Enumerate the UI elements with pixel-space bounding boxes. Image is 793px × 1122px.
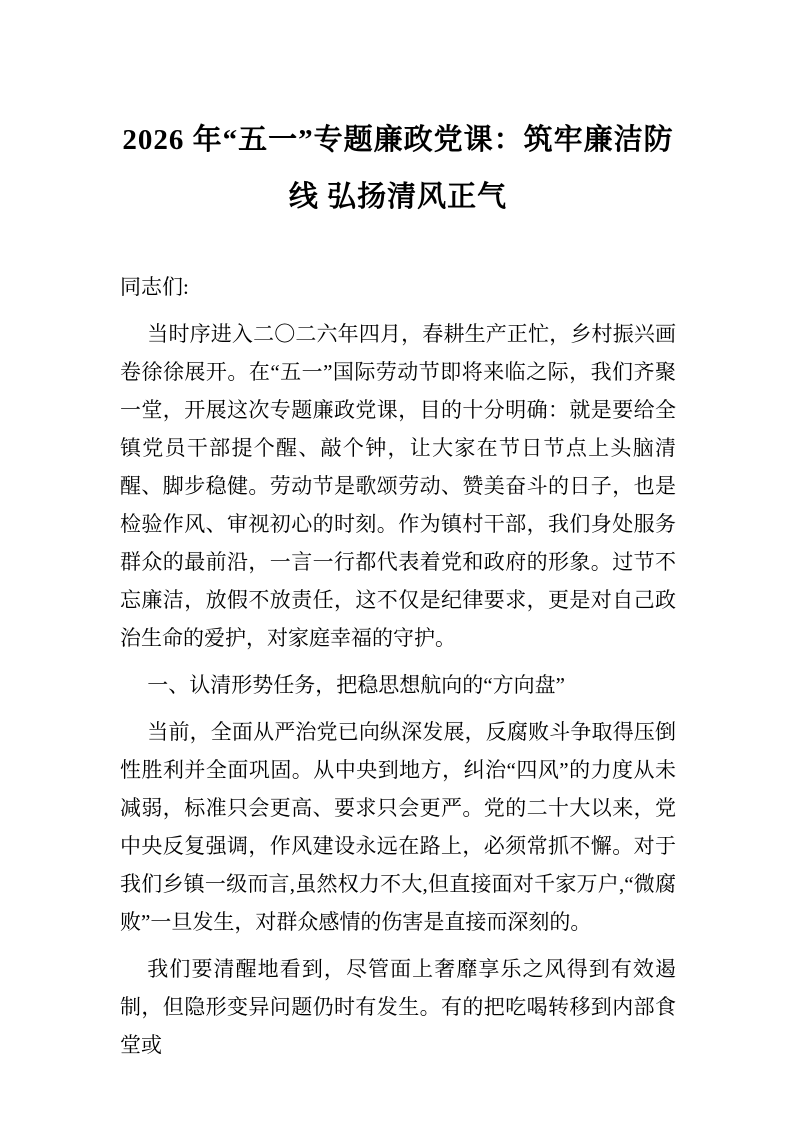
- salutation: 同志们:: [120, 275, 189, 299]
- section-heading-1: 一、认清形势任务，把稳思想航向的“方向盘”: [147, 673, 565, 697]
- document-title: 2026 年“五一”专题廉政党课：筑牢廉洁防线 弘扬清风正气: [122, 124, 674, 213]
- paragraph-situation: 当前，全面从严治党已向纵深发展，反腐败斗争取得压倒性胜利并全面巩固。从中央到地方，纠治“四风”的力度从未减弱，标准只会更高、要求只会更严。党的二十大以来，党中央反复强调，作风建设永远在路上，必须常抓不懈。对于我们乡镇一级而言,虽然权力不大,但直接面对千家万户,“微腐败”一旦发生，对群众感情的伤害是直接而深刻的。: [120, 720, 676, 934]
- paragraph-intro: 当时序进入二〇二六年四月，春耕生产正忙，乡村振兴画卷徐徐展开。在“五一”国际劳动节即将来临之际，我们齐聚一堂，开展这次专题廉政党课，目的十分明确：就是要给全镇党员干部提个醒、敲个钟，让大家在节日节点上头脑清醒、脚步稳健。劳动节是歌颂劳动、赞美奋斗的日子，也是检验作风、审视初心的时刻。作为镇村干部，我们身处服务群众的最前沿，一言一行都代表着党和政府的形象。过节不忘廉洁，放假不放责任，这不仅是纪律要求，更是对自己政治生命的爱护，对家庭幸福的守护。: [120, 322, 676, 650]
- paragraph-hidden-problems: 我们要清醒地看到，尽管面上奢靡享乐之风得到有效遏制，但隐形变异问题仍时有发生。有的把吃喝转移到内部食堂或: [120, 957, 676, 1057]
